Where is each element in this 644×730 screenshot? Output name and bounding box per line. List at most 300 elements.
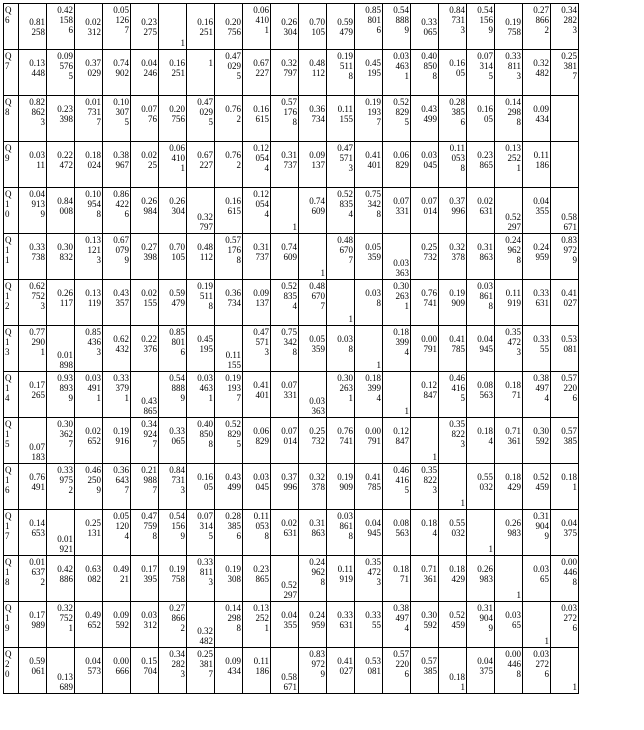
cell-value-line: 434 (227, 666, 241, 676)
cell-value-line: 0.48 (309, 58, 325, 68)
matrix-cell (299, 372, 327, 418)
cell-value-line: 112 (311, 68, 325, 78)
cell-value-line: 0.41 (449, 334, 465, 344)
matrix-cell (215, 280, 243, 326)
cell-value (384, 511, 409, 554)
cell-value-line: 479 (171, 298, 185, 308)
cell-value-line: 298 (507, 107, 521, 117)
cell-value-line: 1 (208, 58, 213, 68)
cell-value (384, 649, 409, 692)
matrix-cell (383, 372, 411, 418)
matrix-cell (159, 418, 187, 464)
cell-value-line: 0.14 (29, 518, 45, 528)
cell-value-line: 0.35 (449, 419, 465, 429)
matrix-cell (467, 4, 495, 50)
cell-value-line: 3 (40, 301, 45, 311)
cell-value-line: 0.76 (421, 288, 437, 298)
matrix-cell (551, 234, 579, 280)
table-body (4, 4, 579, 694)
cell-value-line: 499 (227, 482, 241, 492)
cell-value-line: 9 (180, 393, 185, 403)
cell-value (20, 189, 45, 232)
matrix-cell (299, 188, 327, 234)
row-label-char: 9 (5, 153, 10, 163)
row-label-char: 1 (5, 245, 10, 255)
cell-value (384, 327, 409, 370)
cell-value-line: 137 (311, 160, 325, 170)
cell-value-line: 0.26 (505, 518, 521, 528)
matrix-cell (243, 648, 271, 694)
cell-value-line: 0.06 (393, 150, 409, 160)
cell-value (496, 603, 521, 646)
cell-value-line: 0.03 (533, 564, 549, 574)
matrix-cell (187, 326, 215, 372)
cell-value-line: 0.20 (225, 16, 241, 27)
cell-value (48, 235, 73, 278)
cell-value (104, 603, 129, 646)
cell-value-line: 835 (339, 199, 353, 209)
cell-value-line: 0.32 (533, 58, 549, 68)
cell-value-line: 0.17 (29, 610, 45, 620)
cell-value-line: 0.41 (561, 288, 577, 298)
cell-value-line: 21 (120, 574, 129, 584)
cell-value-line: 65 (540, 574, 549, 584)
cell-value-line: 275 (143, 26, 157, 37)
matrix-cell (327, 648, 355, 694)
cell-value (440, 5, 465, 48)
row-label-char: Q (5, 603, 12, 613)
matrix-cell (327, 602, 355, 648)
cell-value (412, 649, 437, 692)
matrix-cell (439, 648, 467, 694)
cell-value-line: 0.47 (141, 511, 157, 521)
matrix-cell (523, 602, 551, 648)
cell-value (496, 5, 521, 48)
cell-value-line: 220 (563, 383, 577, 393)
cell-value-line: 0.48 (309, 281, 325, 291)
cell-value-line: 0.18 (505, 472, 521, 482)
matrix-cell (131, 4, 159, 50)
matrix-cell (439, 602, 467, 648)
matrix-cell (103, 510, 131, 556)
cell-value-line: 459 (535, 482, 549, 492)
cell-value-line: 0.18 (421, 518, 437, 528)
cell-value-line: 363 (311, 406, 325, 416)
cell-value-line: 0.03 (337, 334, 353, 344)
cell-value-line: 272 (535, 659, 549, 669)
cell-value-line: 8 (460, 163, 465, 173)
matrix-cell (75, 96, 103, 142)
cell-value (496, 51, 521, 94)
cell-value (188, 143, 213, 186)
cell-value-line: 752 (31, 291, 45, 301)
cell-value-line: 511 (199, 291, 213, 301)
matrix-cell (103, 648, 131, 694)
cell-value-line: 065 (171, 436, 185, 446)
cell-value-line: 448 (31, 68, 45, 78)
cell-value (48, 373, 73, 416)
cell-value-line: 71 (512, 390, 521, 400)
cell-value-line: 381 (199, 659, 213, 669)
cell-value (468, 189, 493, 232)
cell-value (104, 51, 129, 94)
cell-value-line: 0.12 (253, 143, 269, 153)
cell-value-line: 25 (148, 160, 157, 170)
cell-value-line: 251 (199, 26, 213, 37)
matrix-cell (467, 372, 495, 418)
matrix-cell (383, 418, 411, 464)
cell-value (244, 511, 269, 554)
matrix-cell (551, 50, 579, 96)
cell-value (412, 97, 437, 140)
matrix-cell (19, 464, 47, 510)
cell-value-line: 1 (404, 301, 409, 311)
cell-value (412, 51, 437, 94)
matrix-cell (439, 556, 467, 602)
cell-value-line: 0.23 (253, 564, 269, 574)
matrix-cell (355, 372, 383, 418)
matrix-cell (495, 50, 523, 96)
cell-value-line: 0.42 (57, 5, 73, 15)
cell-value-line: 9 (124, 255, 129, 265)
cell-value-line: 0.83 (561, 235, 577, 245)
cell-value-line: 945 (479, 344, 493, 354)
matrix-cell (439, 326, 467, 372)
cell-value (468, 235, 493, 278)
cell-value (328, 419, 353, 462)
cell-value (524, 235, 549, 278)
cell-value-line: 0.01 (85, 97, 101, 107)
matrix-cell (131, 510, 159, 556)
cell-value (272, 557, 297, 600)
cell-value-line: 861 (479, 291, 493, 301)
matrix-cell (523, 142, 551, 188)
cell-value-line: 0.05 (309, 334, 325, 344)
cell-value (524, 649, 549, 692)
cell-value-line: 8 (320, 577, 325, 587)
cell-value-line: 193 (367, 107, 381, 117)
cell-value (216, 51, 241, 94)
matrix-cell (187, 142, 215, 188)
cell-value-line: 670 (311, 291, 325, 301)
cell-value (328, 281, 353, 324)
cell-value (384, 5, 409, 48)
cell-value (356, 511, 381, 554)
row-label-char: 1 (5, 567, 10, 577)
cell-value (300, 143, 325, 186)
cell-value (552, 465, 577, 508)
cell-value (188, 189, 213, 232)
cell-value (160, 649, 185, 692)
matrix-cell (355, 50, 383, 96)
cell-value-line: 0.25 (421, 242, 437, 252)
cell-value (244, 51, 269, 94)
cell-value-line: 8 (292, 117, 297, 127)
cell-value-line: 0.07 (281, 426, 297, 436)
cell-value (104, 235, 129, 278)
table-row (4, 372, 579, 418)
cell-value-line: 0.62 (29, 281, 45, 291)
matrix-cell (383, 4, 411, 50)
cell-value (356, 143, 381, 186)
table-row (4, 188, 579, 234)
matrix-cell (271, 50, 299, 96)
cell-value (244, 327, 269, 370)
cell-value-line: 1 (68, 623, 73, 633)
cell-value-line: 8 (516, 669, 521, 679)
cell-value-line: 0.76 (29, 472, 45, 482)
matrix-cell (467, 464, 495, 510)
cell-value-line: 0.36 (113, 465, 129, 475)
cell-value (132, 143, 157, 186)
matrix-cell (131, 326, 159, 372)
cell-value (20, 419, 45, 462)
matrix-cell (243, 418, 271, 464)
cell-value-line: 0.93 (57, 373, 73, 383)
cell-value-line: 8 (208, 301, 213, 311)
matrix-cell (383, 234, 411, 280)
cell-value-line: 959 (311, 620, 325, 630)
cell-value (524, 603, 549, 646)
cell-value (76, 511, 101, 554)
matrix-cell (523, 188, 551, 234)
cell-value (552, 511, 577, 554)
cell-value-line: 0.16 (225, 196, 241, 206)
matrix-cell (159, 510, 187, 556)
row-label-char: 2 (5, 301, 10, 311)
cell-value-line: 9 (40, 209, 45, 219)
cell-value-line: 436 (87, 337, 101, 347)
cell-value-line: 014 (423, 206, 437, 216)
matrix-cell (411, 96, 439, 142)
cell-value-line: 0.74 (113, 58, 129, 68)
matrix-cell (19, 234, 47, 280)
matrix-cell (47, 280, 75, 326)
row-label-text (4, 143, 18, 186)
cell-value (356, 189, 381, 232)
cell-value-line: 0.28 (449, 97, 465, 107)
matrix-cell (271, 648, 299, 694)
matrix-cell (243, 142, 271, 188)
cell-value-line: 866 (535, 15, 549, 25)
matrix-cell (467, 188, 495, 234)
cell-value-line: 156 (171, 521, 185, 531)
cell-value-line: 155 (227, 360, 241, 370)
cell-value-line: 0.37 (85, 58, 101, 68)
cell-value (328, 373, 353, 416)
cell-value (160, 603, 185, 646)
cell-value-line: 176 (227, 245, 241, 255)
cell-value-line: 304 (171, 206, 185, 216)
cell-value (244, 419, 269, 462)
matrix-cell (523, 280, 551, 326)
cell-value-line: 866 (171, 613, 185, 623)
cell-value (48, 97, 73, 140)
matrix-cell (523, 464, 551, 510)
cell-value (468, 97, 493, 140)
cell-value-line: 0.19 (225, 373, 241, 383)
cell-value (552, 51, 577, 94)
cell-value-line: 0.40 (421, 51, 437, 61)
matrix-cell (271, 326, 299, 372)
cell-value-line: 0.45 (197, 334, 213, 344)
matrix-cell (355, 96, 383, 142)
cell-value-line: 385 (227, 521, 241, 531)
matrix-cell (383, 556, 411, 602)
cell-value-line: 0.24 (505, 235, 521, 245)
cell-value-line: 7 (320, 301, 325, 311)
matrix-cell (355, 188, 383, 234)
matrix-cell (187, 96, 215, 142)
cell-value-line: 592 (535, 436, 549, 446)
cell-value-line: 666 (115, 666, 129, 676)
cell-value (188, 327, 213, 370)
matrix-cell (383, 142, 411, 188)
matrix-cell (327, 418, 355, 464)
cell-value-line: 822 (423, 475, 437, 485)
matrix-cell (215, 602, 243, 648)
cell-value-line: 0.81 (29, 16, 45, 27)
cell-value (272, 51, 297, 94)
cell-value-line: 0.26 (169, 196, 185, 206)
cell-value (440, 465, 465, 508)
cell-value-line: 609 (283, 252, 297, 262)
cell-value (160, 235, 185, 278)
cell-value-line: 0.46 (449, 373, 465, 383)
matrix-cell (271, 556, 299, 602)
cell-value-line: 482 (535, 68, 549, 78)
cell-value (300, 465, 325, 508)
matrix-cell (103, 4, 131, 50)
cell-value (552, 5, 577, 48)
cell-value-line: 0.06 (169, 143, 185, 153)
cell-value (468, 511, 493, 554)
cell-value (20, 649, 45, 692)
cell-value-line: 6 (236, 531, 241, 541)
cell-value-line: 9 (488, 623, 493, 633)
cell-value-line: 3 (264, 347, 269, 357)
cell-value (468, 51, 493, 94)
cell-value-line: 6 (124, 209, 129, 219)
cell-value-line: 0.35 (505, 327, 521, 337)
cell-value (328, 143, 353, 186)
cell-value (244, 465, 269, 508)
matrix-cell (215, 50, 243, 96)
matrix-cell (467, 50, 495, 96)
cell-value (244, 5, 269, 48)
cell-value-line: 3 (516, 71, 521, 81)
cell-value-line: 3 (180, 669, 185, 679)
cell-value-line: 082 (87, 574, 101, 584)
cell-value (328, 649, 353, 692)
matrix-cell (19, 280, 47, 326)
cell-value-line: 0.83 (309, 649, 325, 659)
row-label-char: 7 (5, 531, 10, 541)
matrix-cell (383, 96, 411, 142)
matrix-cell (467, 556, 495, 602)
cell-value-line: 0.46 (85, 465, 101, 475)
matrix-cell (299, 50, 327, 96)
cell-value (160, 557, 185, 600)
cell-value-line: 0.59 (169, 288, 185, 298)
cell-value-line: 0.55 (449, 518, 465, 528)
cell-value (552, 189, 577, 232)
cell-value (328, 465, 353, 508)
matrix-cell (551, 280, 579, 326)
row-label-char: Q (5, 557, 12, 567)
cell-value (356, 281, 381, 324)
matrix-cell (159, 50, 187, 96)
cell-value-line: 0.33 (29, 242, 45, 252)
cell-value-line: 314 (199, 521, 213, 531)
matrix-cell (439, 280, 467, 326)
cell-value-line: 1 (404, 71, 409, 81)
row-label-char: Q (5, 189, 12, 199)
cell-value-line: 220 (395, 659, 409, 669)
cell-value (244, 97, 269, 140)
cell-value-line: 0.49 (113, 564, 129, 574)
row-label-text (4, 327, 18, 370)
cell-value-line: 0.07 (197, 511, 213, 521)
cell-value-line: 967 (115, 160, 129, 170)
row-label-text (4, 97, 18, 140)
cell-value-line: 0.26 (141, 196, 157, 206)
cell-value-line: 2 (180, 623, 185, 633)
row-label (4, 602, 19, 648)
matrix-cell (411, 280, 439, 326)
cell-value-line: 756 (227, 26, 241, 37)
cell-value-line: 0.05 (113, 511, 129, 521)
row-label (4, 234, 19, 280)
row-label-text (4, 5, 18, 48)
cell-value (160, 281, 185, 324)
cell-value-line: 888 (395, 15, 409, 25)
cell-value (384, 235, 409, 278)
cell-value-line: 822 (451, 429, 465, 439)
cell-value-line: 1 (516, 590, 521, 600)
matrix-cell (47, 188, 75, 234)
cell-value-line: 919 (507, 298, 521, 308)
cell-value-line: 0.31 (477, 242, 493, 252)
cell-value-line: 71 (400, 574, 409, 584)
row-label-char: Q (5, 373, 12, 383)
matrix-cell (47, 142, 75, 188)
matrix-cell (411, 556, 439, 602)
row-label (4, 50, 19, 96)
cell-value (440, 511, 465, 554)
cell-value-line: 8 (152, 531, 157, 541)
cell-value-line: 0.02 (281, 518, 297, 528)
cell-value-line: 732 (423, 252, 437, 262)
cell-value-line: 246 (143, 68, 157, 78)
cell-value-line: 0.03 (561, 603, 577, 613)
cell-value-line: 741 (339, 436, 353, 446)
cell-value-line: 785 (451, 344, 465, 354)
cell-value-line: 0.02 (141, 150, 157, 160)
matrix-cell (215, 96, 243, 142)
cell-value (216, 419, 241, 462)
matrix-cell (47, 464, 75, 510)
cell-value-line: 0.52 (449, 610, 465, 620)
matrix-cell (75, 556, 103, 602)
cell-value (160, 511, 185, 554)
cell-value-line: 921 (59, 544, 73, 554)
cell-value-line: 0.53 (561, 334, 577, 344)
cell-value-line: 592 (115, 620, 129, 630)
cell-value-line: 032 (451, 528, 465, 538)
cell-value (300, 649, 325, 692)
cell-value-line: 7 (68, 439, 73, 449)
